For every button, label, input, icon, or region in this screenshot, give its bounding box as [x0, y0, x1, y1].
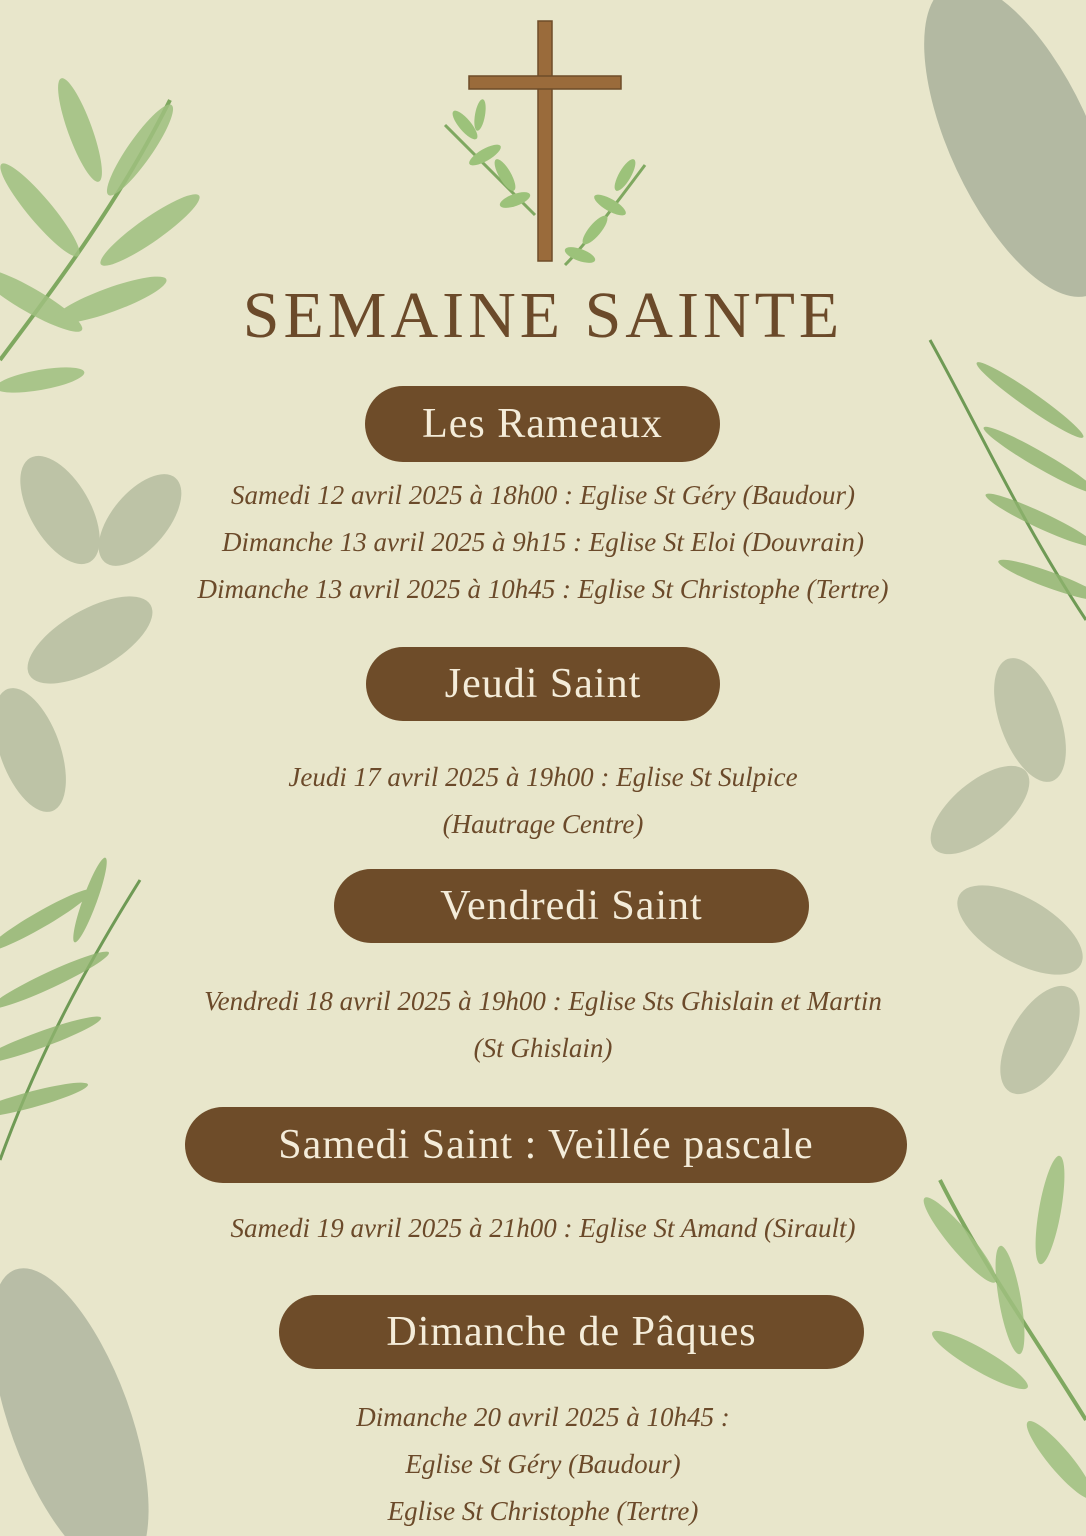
section-heading-jeudi-saint: Jeudi Saint	[366, 647, 720, 721]
page-title: SEMAINE SAINTE	[242, 279, 844, 352]
detail-line: Samedi 12 avril 2025 à 18h00 : Eglise St Géry (Baudour)	[231, 480, 855, 510]
olive-branch-icon	[445, 98, 645, 266]
section-details-dimanche-de-paques	[0, 1394, 1086, 1535]
section-heading-dimanche-de-paques: Dimanche de Pâques	[279, 1295, 864, 1369]
detail-line: (St Ghislain)	[473, 1033, 613, 1063]
section-details-vendredi-saint	[0, 978, 1086, 1072]
detail-line: Eglise St Géry (Baudour)	[405, 1449, 681, 1479]
section-heading-les-rameaux: Les Rameaux	[365, 386, 720, 462]
detail-line: Vendredi 18 avril 2025 à 19h00 : Eglise Sts Ghislain et Martin	[204, 986, 882, 1016]
detail-line: (Hautrage Centre)	[442, 809, 644, 839]
section-details-les-rameaux	[0, 472, 1086, 613]
detail-line: Dimanche 13 avril 2025 à 10h45 : Eglise St Christophe (Tertre)	[197, 574, 889, 604]
section-heading-samedi-saint: Samedi Saint : Veillée pascale	[185, 1107, 907, 1183]
detail-line: Jeudi 17 avril 2025 à 19h00 : Eglise St Sulpice	[288, 762, 798, 792]
detail-line: Dimanche 13 avril 2025 à 9h15 : Eglise St Eloi (Douvrain)	[222, 527, 864, 557]
section-details-samedi-saint	[0, 1205, 1086, 1252]
detail-line: Samedi 19 avril 2025 à 21h00 : Eglise St Amand (Sirault)	[230, 1213, 856, 1243]
cross-icon	[425, 15, 665, 275]
section-details-jeudi-saint	[0, 754, 1086, 848]
detail-line: Dimanche 20 avril 2025 à 10h45 :	[356, 1402, 730, 1432]
section-heading-vendredi-saint: Vendredi Saint	[334, 869, 809, 943]
detail-line: Eglise St Christophe (Tertre)	[387, 1496, 699, 1526]
